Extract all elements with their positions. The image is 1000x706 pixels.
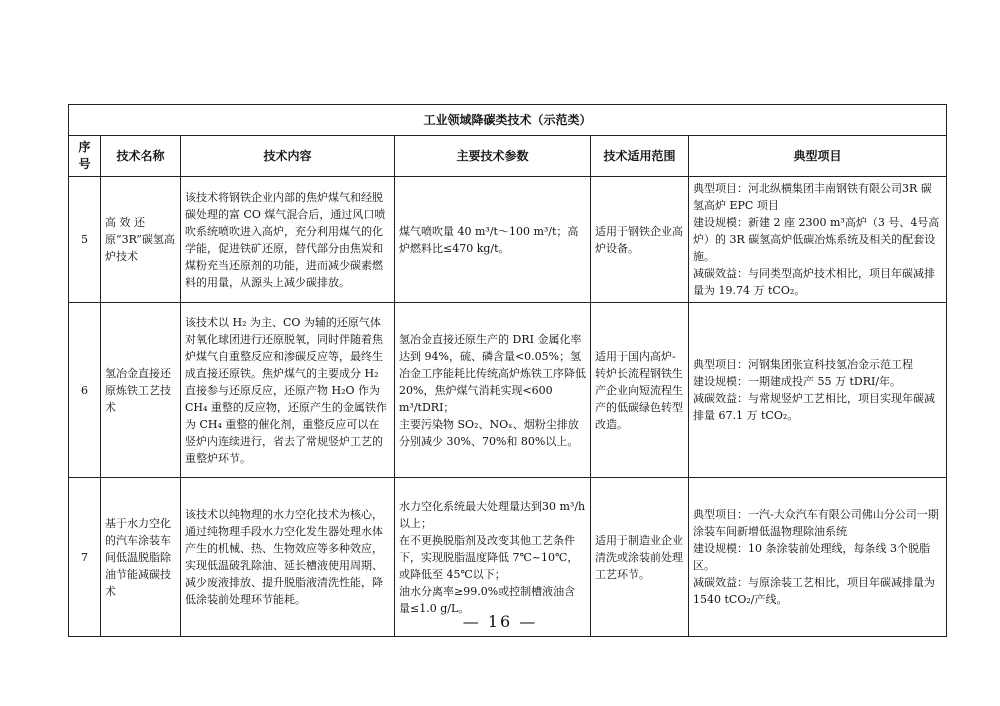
typical-project: 典型项目：河北纵横集团丰南钢铁有限公司3R 碳氢高炉 EPC 项目 建设规模：新建 2 座 2300 m³高炉（3 号、4号高炉）的 3R 碳氢高炉低碳冶炼系统及相关的配套设施。 减碳效益：与同类型高炉技术相比，项目年碳减排量为 19.74 万 tCO₂。 — [689, 177, 947, 303]
header-name: 技术名称 — [101, 136, 181, 177]
page-number: — 16 — — [462, 612, 538, 631]
tech-name: 基于水力空化的汽车涂装车间低温脱脂除油节能减碳技术 — [101, 478, 181, 637]
table-title: 工业领域降碳类技术（示范类） — [69, 105, 947, 136]
typical-project: 典型项目：一汽-大众汽车有限公司佛山分公司一期涂装车间新增低温物理除油系统 建设规模：10 条涂装前处理线，每条线 3个脱脂区。 减碳效益：与原涂装工艺相比，项目年碳减排量为 1540 tCO₂/产线。 — [689, 478, 947, 637]
tech-table — [68, 104, 947, 637]
header-params: 主要技术参数 — [395, 136, 591, 177]
typical-project: 典型项目：河钢集团张宣科技氢冶金示范工程 建设规模：一期建成投产 55 万 tDRI/年。 减碳效益：与常规竖炉工艺相比，项目实现年碳减排量 67.1 万 tCO₂。 — [689, 303, 947, 478]
tech-scope: 适用于国内高炉-转炉长流程钢铁生产企业向短流程生产的低碳绿色转型改造。 — [591, 303, 689, 478]
tech-content: 该技术将钢铁企业内部的焦炉煤气和经脱碳处理的富 CO 煤气混合后，通过风口喷吹系统喷吹进入高炉，充分利用煤气的化学能，促进铁矿还原，替代部分由焦炭和煤粉充当还原剂的功能，进而减少碳素燃料的用量，从源头上减少碳排放。 — [181, 177, 395, 303]
header-content: 技术内容 — [181, 136, 395, 177]
tech-name: 氢冶金直接还原炼铁工艺技术 — [101, 303, 181, 478]
row-number: 5 — [69, 177, 101, 303]
tech-scope: 适用于制造业企业清洗或涂装前处理工艺环节。 — [591, 478, 689, 637]
table-title-row — [69, 105, 947, 136]
tech-name: 高 效 还 原“3R”碳氢高炉技术 — [101, 177, 181, 303]
header-scope: 技术适用范围 — [591, 136, 689, 177]
table-header-row — [69, 136, 947, 177]
tech-params: 氢冶金直接还原生产的 DRI 金属化率达到 94%，硫、磷含量<0.05%；氢冶金工序能耗比传统高炉炼铁工序降低 20%，焦炉煤气消耗实现<600 m³/tDRI； 主要污染物 SO₂、NOₓ、烟粉尘排放分别减少 30%、70%和 80%以上。 — [395, 303, 591, 478]
tech-scope: 适用于钢铁企业高炉设备。 — [591, 177, 689, 303]
tech-content: 该技术以 H₂ 为主、CO 为辅的还原气体对氧化球团进行还原脱氧，同时伴随着焦炉煤气自重整反应和渗碳反应等，最终生成直接还原铁。焦炉煤气的主要成分 H₂ 直接参与还原反应，还原产物 H₂O 作为 CH₄ 重整的反应物，还原产生的金属铁作为 CH₄ 重整的催化剂，重整反应可以在竖炉内连续进行，省去了常规竖炉工艺的重整炉环节。 — [181, 303, 395, 478]
row-number: 6 — [69, 303, 101, 478]
header-num: 序号 — [69, 136, 101, 177]
table-row — [69, 303, 947, 478]
tech-params: 煤气喷吹量 40 m³/t～100 m³/t；高炉燃料比≤470 kg/t。 — [395, 177, 591, 303]
row-number: 7 — [69, 478, 101, 637]
table-row — [69, 177, 947, 303]
tech-content: 该技术以纯物理的水力空化技术为核心，通过纯物理手段水力空化发生器处理水体产生的机械、热、生物效应等多种效应，实现低温破乳除油、延长槽液使用周期、减少废液排放、提升脱脂液清洗性能，降低涂装前处理环节能耗。 — [181, 478, 395, 637]
tech-params: 水力空化系统最大处理量达到30 m³/h以上； 在不更换脱脂剂及改变其他工艺条件下，实现脱脂温度降低 7℃~10℃，或降低至 45℃以下； 油水分离率≥99.0%或控制槽液油含量≤1.0 g/L。 — [395, 478, 591, 637]
header-project: 典型项目 — [689, 136, 947, 177]
